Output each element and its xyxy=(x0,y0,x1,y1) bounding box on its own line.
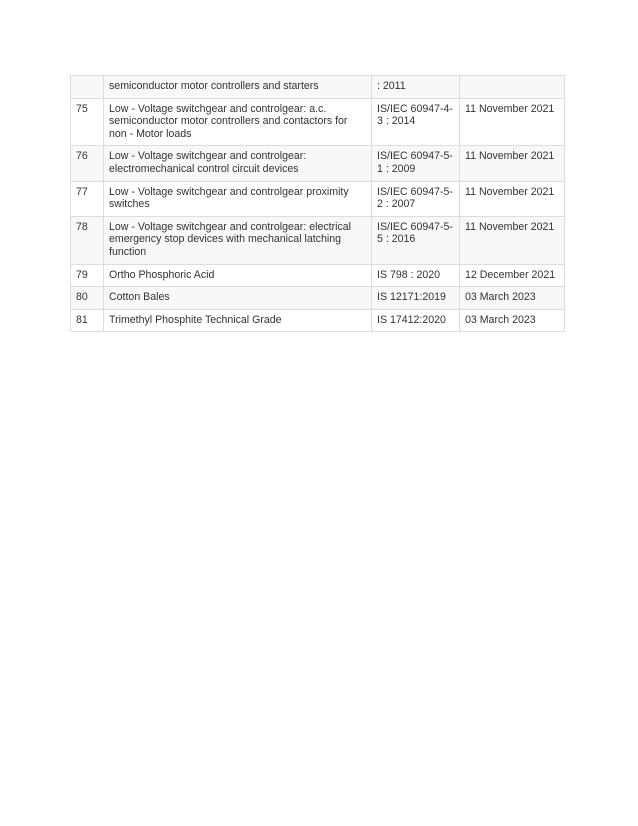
date-cell: 11 November 2021 xyxy=(460,146,565,181)
table-row xyxy=(71,216,565,264)
table-row xyxy=(71,76,565,99)
date-cell: 03 March 2023 xyxy=(460,309,565,332)
standard-number-cell: IS/IEC 60947-4-3 : 2014 xyxy=(372,98,460,146)
standard-number-cell: IS/IEC 60947-5-2 : 2007 xyxy=(372,181,460,216)
date-cell: 11 November 2021 xyxy=(460,98,565,146)
table-row xyxy=(71,98,565,146)
product-name-cell: Cotton Bales xyxy=(104,287,372,310)
date-cell xyxy=(460,76,565,99)
table-row xyxy=(71,181,565,216)
serial-number-cell: 77 xyxy=(71,181,104,216)
product-name-cell: semiconductor motor controllers and starters xyxy=(104,76,372,99)
serial-number-cell: 80 xyxy=(71,287,104,310)
date-cell: 03 March 2023 xyxy=(460,287,565,310)
standard-number-cell: IS 17412:2020 xyxy=(372,309,460,332)
serial-number-cell: 76 xyxy=(71,146,104,181)
serial-number-cell: 78 xyxy=(71,216,104,264)
standards-table xyxy=(70,75,565,332)
standard-number-cell: : 2011 xyxy=(372,76,460,99)
serial-number-cell: 79 xyxy=(71,264,104,287)
table-row xyxy=(71,146,565,181)
date-cell: 12 December 2021 xyxy=(460,264,565,287)
product-name-cell: Trimethyl Phosphite Technical Grade xyxy=(104,309,372,332)
date-cell: 11 November 2021 xyxy=(460,216,565,264)
product-name-cell: Low - Voltage switchgear and controlgear: electrical emergency stop devices with mechanical latching function xyxy=(104,216,372,264)
standard-number-cell: IS/IEC 60947-5-5 : 2016 xyxy=(372,216,460,264)
product-name-cell: Low - Voltage switchgear and controlgear proximity switches xyxy=(104,181,372,216)
product-name-cell: Low - Voltage switchgear and controlgear: electromechanical control circuit devices xyxy=(104,146,372,181)
table-row xyxy=(71,264,565,287)
standard-number-cell: IS/IEC 60947-5-1 : 2009 xyxy=(372,146,460,181)
date-cell: 11 November 2021 xyxy=(460,181,565,216)
table-row xyxy=(71,287,565,310)
table-row xyxy=(71,309,565,332)
standard-number-cell: IS 12171:2019 xyxy=(372,287,460,310)
serial-number-cell: 81 xyxy=(71,309,104,332)
product-name-cell: Ortho Phosphoric Acid xyxy=(104,264,372,287)
serial-number-cell: 75 xyxy=(71,98,104,146)
serial-number-cell xyxy=(71,76,104,99)
product-name-cell: Low - Voltage switchgear and controlgear: a.c. semiconductor motor controllers and contactors for non - Motor loads xyxy=(104,98,372,146)
standard-number-cell: IS 798 : 2020 xyxy=(372,264,460,287)
